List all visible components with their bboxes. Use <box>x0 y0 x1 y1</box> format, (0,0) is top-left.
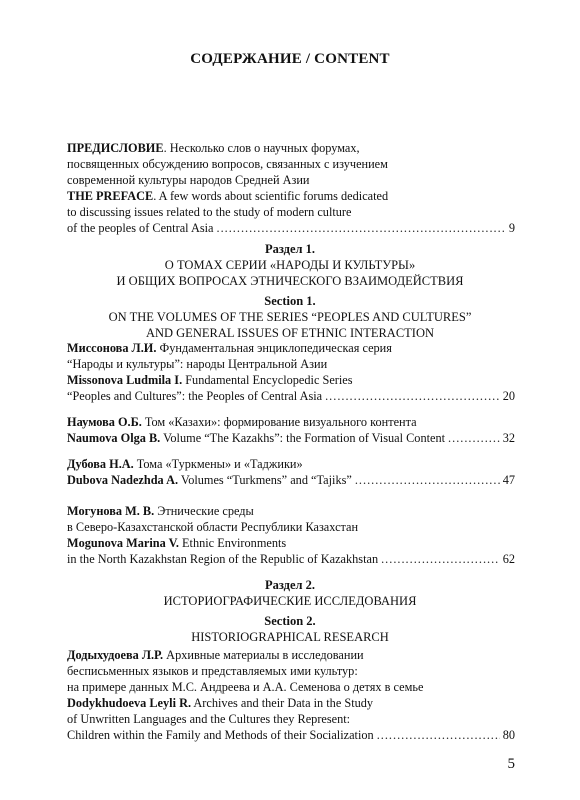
entry-author: Наумова О.Б. <box>67 415 142 429</box>
entry-text: в Северо-Казахстанской области Республики Казахстан <box>67 520 359 534</box>
dot-leader <box>448 430 500 446</box>
dot-leader <box>325 388 500 404</box>
entry-text: Archives and their Data in the Study <box>191 696 374 710</box>
section-title: HISTORIOGRAPHICAL RESEARCH <box>191 630 389 644</box>
entry-author: Dubova Nadezhda A. <box>67 473 179 487</box>
toc-entry[interactable] <box>67 340 515 404</box>
page-ref: 62 <box>502 552 515 566</box>
entry-text: of the peoples of Central Asia <box>67 221 214 235</box>
page-number: 5 <box>507 756 515 772</box>
entry-author: Naumova Olga B. <box>67 431 161 445</box>
section-2-heading <box>0 577 580 645</box>
entry-text: Том «Казахи»: формирование визуального контента <box>141 415 417 429</box>
entry-text: бесписьменных языков и представляемых ими культур: <box>67 664 358 678</box>
entry-text: “Народы и культуры”: народы Центральной Азии <box>67 357 328 371</box>
entry-author: Додыхудоева Л.Р. <box>67 648 164 662</box>
page-ref: 20 <box>502 389 515 403</box>
entry-text: . A few words about scientific forums dedicated <box>153 189 389 203</box>
section-title: ON THE VOLUMES OF THE SERIES “PEOPLES AND CULTURES” <box>108 310 472 324</box>
entry-text: “Peoples and Cultures”: the Peoples of Central Asia <box>67 389 323 403</box>
section-label: Section 1. <box>264 294 316 308</box>
entry-author: Dodykhudoeva Leyli R. <box>67 696 192 710</box>
section-label: Раздел 1. <box>264 242 316 256</box>
entry-text: Volume “The Kazakhs”: the Formation of Visual Content <box>160 431 446 445</box>
dot-leader <box>355 472 500 488</box>
entry-text: to discussing issues related to the study of modern culture <box>67 205 352 219</box>
entry-author: Дубова Н.А. <box>67 457 134 471</box>
entry-text: of Unwritten Languages and the Cultures they Represent: <box>67 712 351 726</box>
section-title: ИСТОРИОГРАФИЧЕСКИЕ ИССЛЕДОВАНИЯ <box>163 594 417 608</box>
dot-leader <box>381 551 500 567</box>
toc-entry-preface[interactable] <box>67 140 515 236</box>
page-title: СОДЕРЖАНИЕ / CONTENT <box>190 51 390 67</box>
entry-author: Mogunova Marina V. <box>67 536 179 550</box>
page-ref: 32 <box>502 431 515 445</box>
section-1-heading <box>0 241 580 341</box>
section-title: AND GENERAL ISSUES OF ETHNIC INTERACTION <box>145 326 435 340</box>
entry-text: Volumes “Turkmens” and “Tajiks” <box>178 473 352 487</box>
toc-entry[interactable] <box>67 414 515 446</box>
entry-text: Тома «Туркмены» и «Таджики» <box>133 457 303 471</box>
toc-entry[interactable] <box>67 503 515 567</box>
entry-heading: THE PREFACE <box>67 189 154 203</box>
entry-text: Фундаментальная энциклопедическая серия <box>156 341 392 355</box>
section-label: Section 2. <box>264 614 316 628</box>
entry-text: Fundamental Encyclopedic Series <box>182 373 353 387</box>
dot-leader <box>217 220 506 236</box>
entry-text: Ethnic Environments <box>178 536 287 550</box>
entry-author: Миссонова Л.И. <box>67 341 157 355</box>
entry-author: Missonova Ludmila I. <box>67 373 183 387</box>
page-ref: 9 <box>508 221 515 235</box>
entry-text: на примере данных М.С. Андреева и А.А. Семенова о детях в семье <box>67 680 424 694</box>
toc-entry[interactable] <box>67 647 515 743</box>
toc-entry[interactable] <box>67 456 515 488</box>
entry-text: современной культуры народов Средней Азии <box>67 173 310 187</box>
entry-text: Архивные материалы в исследовании <box>163 648 364 662</box>
entry-text: посвященных обсуждению вопросов, связанных с изучением <box>67 157 388 171</box>
entry-text: . Несколько слов о научных форумах, <box>163 141 360 155</box>
entry-text: Children within the Family and Methods of their Socialization <box>67 728 374 742</box>
entry-author: Могунова М. В. <box>67 504 155 518</box>
page-ref: 80 <box>502 728 515 742</box>
page-ref: 47 <box>502 473 515 487</box>
entry-heading: ПРЕДИСЛОВИЕ <box>67 141 164 155</box>
entry-text: Этнические среды <box>154 504 254 518</box>
dot-leader <box>377 727 500 743</box>
section-title: О ТОМАХ СЕРИИ «НАРОДЫ И КУЛЬТУРЫ» <box>164 258 416 272</box>
entry-text: in the North Kazakhstan Region of the Republic of Kazakhstan <box>67 552 379 566</box>
section-title: И ОБЩИХ ВОПРОСАХ ЭТНИЧЕСКОГО ВЗАИМОДЕЙСТВИЯ <box>116 274 464 288</box>
section-label: Раздел 2. <box>264 578 316 592</box>
